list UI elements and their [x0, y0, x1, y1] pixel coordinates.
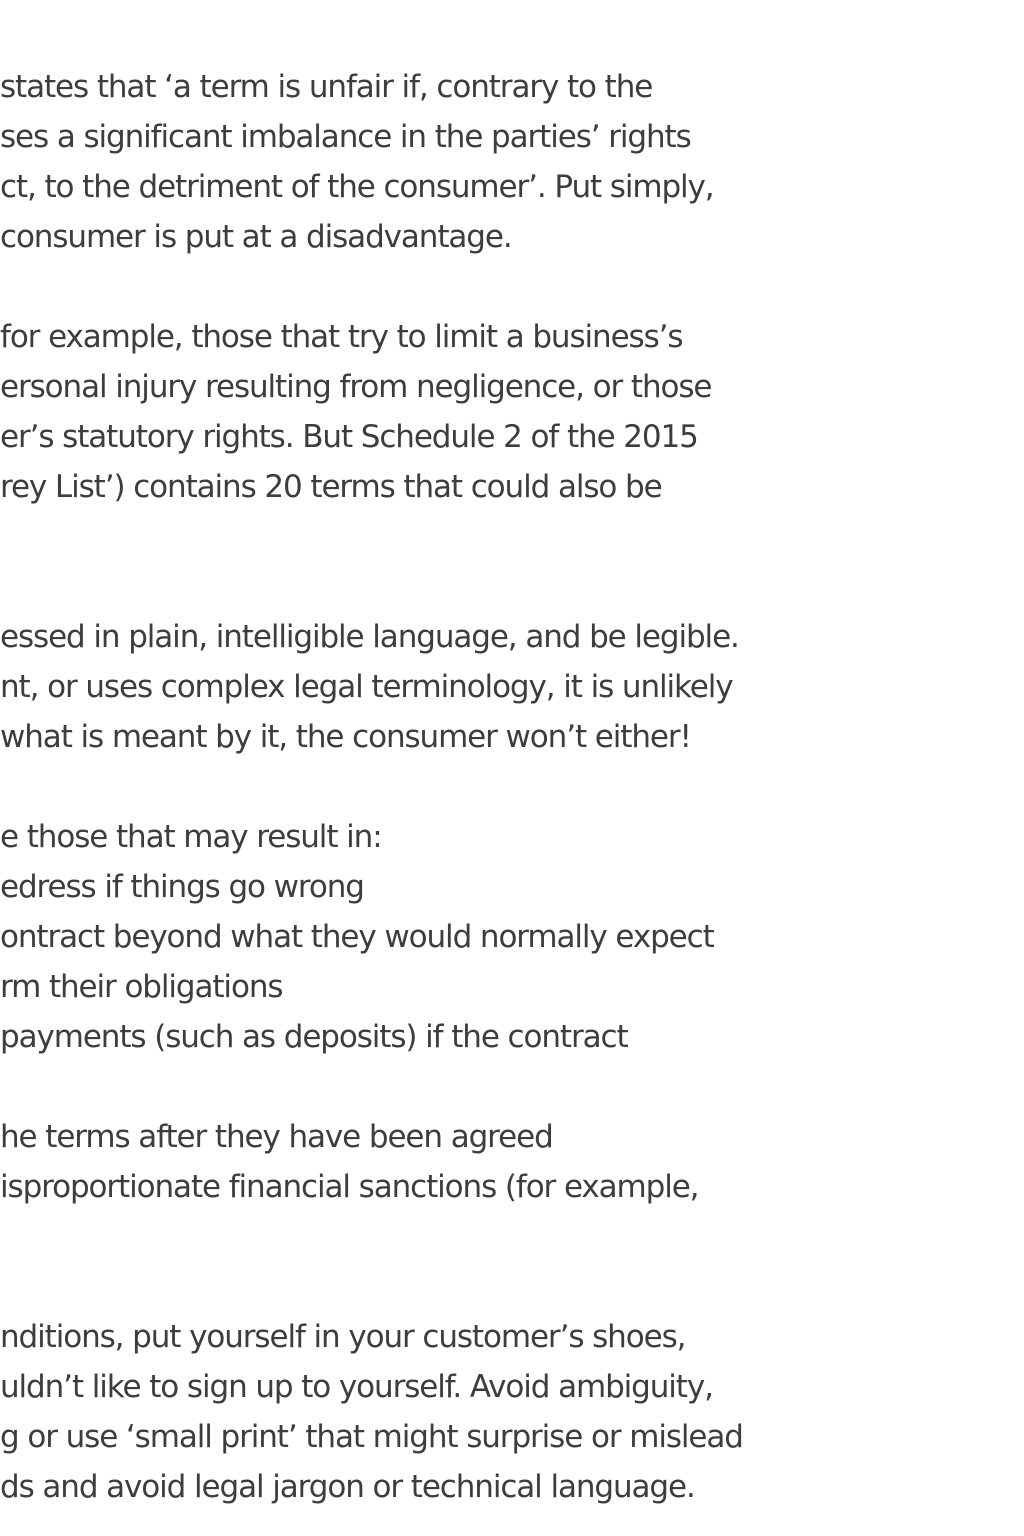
text-line: ct, to the detriment of the consumer’. Put simply, [0, 169, 714, 205]
list-item: payments (such as deposits) if the contract [0, 1019, 628, 1055]
text-line: for example, those that try to limit a business’s [0, 319, 683, 355]
text-line: g or use ‘small print’ that might surprise or mislead [0, 1419, 743, 1455]
list-item: ontract beyond what they would normally expect [0, 919, 714, 955]
text-line: nt, or uses complex legal terminology, it is unlikely [0, 669, 733, 705]
text-line: e those that may result in: [0, 819, 382, 855]
list-item: isproportionate financial sanctions (for example, [0, 1169, 699, 1205]
text-line: nditions, put yourself in your customer’s shoes, [0, 1319, 686, 1355]
text-line: ersonal injury resulting from negligence, or those [0, 369, 712, 405]
text-line: what is meant by it, the consumer won’t either! [0, 719, 691, 755]
text-line: states that ‘a term is unfair if, contrary to the [0, 69, 653, 105]
list-item: he terms after they have been agreed [0, 1119, 553, 1155]
text-line: ses a significant imbalance in the parties’ rights [0, 119, 691, 155]
text-line: consumer is put at a disadvantage. [0, 219, 512, 255]
list-item: rm their obligations [0, 969, 283, 1005]
text-line: rey List’) contains 20 terms that could also be [0, 469, 662, 505]
text-line: essed in plain, intelligible language, and be legible. [0, 619, 739, 655]
text-line: ds and avoid legal jargon or technical language. [0, 1469, 695, 1505]
text-line: uldn’t like to sign up to yourself. Avoid ambiguity, [0, 1369, 713, 1405]
text-line: er’s statutory rights. But Schedule 2 of the 2015 [0, 419, 698, 455]
list-item: edress if things go wrong [0, 869, 364, 905]
